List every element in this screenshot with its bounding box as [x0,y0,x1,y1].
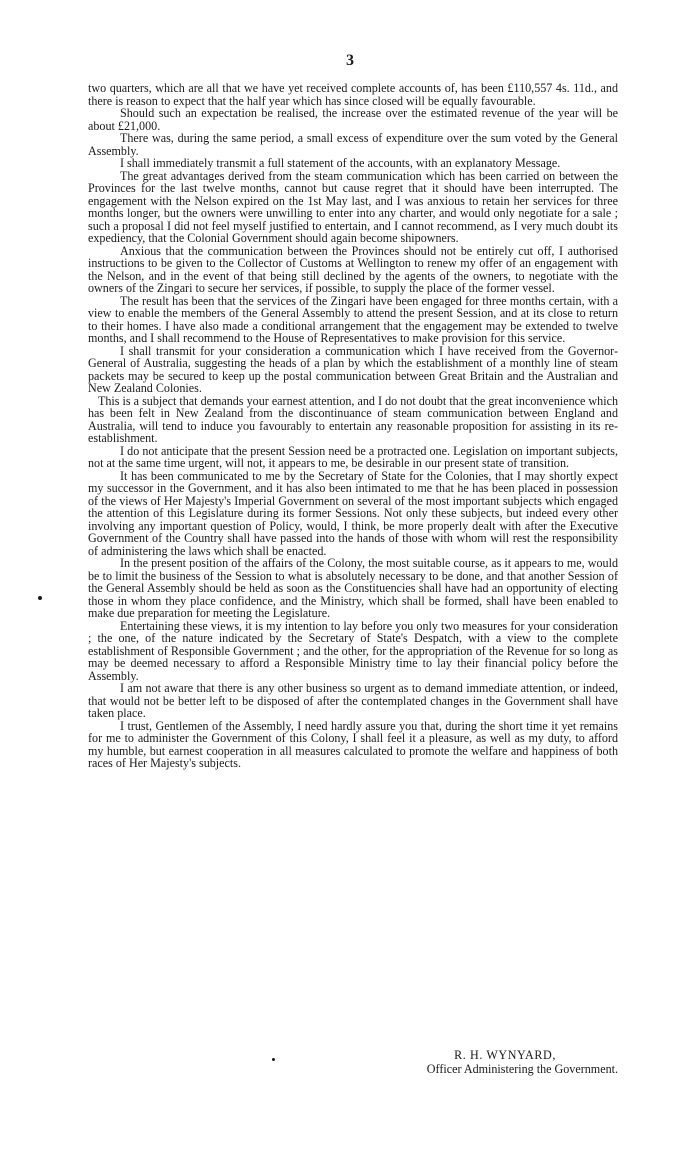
paragraph: This is a subject that demands your earnest attention, and I do not doubt that the great inconvenience which has been felt in New Zealand from the discontinuance of steam communication between England and Australia, will tend to induce you favourably to entertain any reasonable proposition for assisting in its re-establishment. [88,393,618,445]
signature-block [88,1048,618,1076]
paragraph: Entertaining these views, it is my intention to lay before you only two measures for your consideration ; the one, of the nature indicated by the Secretary of State's Despatch, with a view to the complete establishment of Responsible Government ; and the other, for the appropriation of the Revenue for so long as may be deemed necessary to afford a Responsible Ministry time to lay their financial policy before the Assembly. [88,618,618,683]
body-text [88,82,618,770]
paragraph: I shall transmit for your consideration a communication which I have received from the Governor-General of Australia, suggesting the heads of a plan by which the establishment of a monthly line of steam packets may be secured to keep up the postal communication between Great Britain and the Australian and New Zealand Colonies. [88,343,618,395]
paragraph: Should such an expectation be realised, the increase over the estimated revenue of the year will be about £21,000. [88,106,618,133]
paragraph: I am not aware that there is any other business so urgent as to demand immediate attention, or indeed, that would not be better left to be disposed of after the contemplated changes in the Government shall have taken place. [88,681,618,720]
paragraph: There was, during the same period, a small excess of expenditure over the sum voted by the General Assembly. [88,131,618,158]
margin-mark [272,1058,275,1061]
paragraph: The result has been that the services of the Zingari have been engaged for three months certain, with a view to enable the members of the General Assembly to attend the present Session, and at its close to return to their homes. I have also made a conditional arrangement that the engagement may be extended to twelve months, and I shall recommend to the House of Representatives to make provision for this service. [88,293,618,345]
paragraph: In the present position of the affairs of the Colony, the most suitable course, as it appears to me, would be to limit the business of the Session to what is absolutely necessary to be done, and that another Session of the General Assembly should be held as soon as the Constituencies shall have had an opportunity of electing those in whom they place confidence, and the Ministry, which shall be formed, shall have been enabled to make due preparation for meeting the Legislature. [88,556,618,620]
paragraph: I trust, Gentlemen of the Assembly, I need hardly assure you that, during the short time it yet remains for me to administer the Government of this Colony, I shall feel it a pleasure, as well as my duty, to afford my humble, but earnest cooperation in all measures calculated to promote the welfare and happiness of both races of Her Majesty's subjects. [88,718,618,770]
margin-mark [38,596,42,600]
signatory-name: R. H. WYNYARD, [454,1048,556,1062]
paragraph: I shall immediately transmit a full statement of the accounts, with an explanatory Message. [120,156,561,170]
paragraph: Anxious that the communication between the Provinces should not be entirely cut off, I authorised instructions to be given to the Collector of Customs at Wellington to renew my offer of an engagement with the Nelson, and in the event of that being still declined by the agents of the owners, to negotiate with the owners of the Zingari to secure her services, if possible, to supply the place of the former vessel. [88,243,618,295]
paragraph: The great advantages derived from the steam communication which has been carried on between the Provinces for the last twelve months, cannot but cause regret that it should have been interrupted. The engagement with the Nelson expired on the 1st May last, and I was anxious to retain her services for three months longer, but the owners were unwilling to enter into any charter, and would only negotiate for a sale ; such a proposal I did not feel myself justified to entertain, and I cannot recommend, as I very much doubt its expediency, that the Colonial Government should again become shipowners. [88,168,618,245]
paragraph: I do not anticipate that the present Session need be a protracted one. Legislation on important subjects, not at the same time urgent, will not, it appears to me, be desirable in our present state of transition. [88,443,618,470]
paragraph: two quarters, which are all that we have yet received complete accounts of, has been £110,557 4s. 11d., and there is reason to expect that the half year which has since closed will be equally favourable. [88,81,618,108]
page-number: 3 [346,52,354,69]
signatory-title: Officer Administering the Government. [426,1062,618,1076]
paragraph: It has been communicated to me by the Secretary of State for the Colonies, that I may shortly expect my successor in the Government, and it has also been intimated to me that he has been placed in possession of the views of Her Majesty's Imperial Government on several of the most important subjects which engaged the attention of this Legislature during its former Sessions. Not only these subjects, but indeed every other involving any important question of Policy, would, I think, be more properly dealt with after the Executive Government of the Country shall have passed into the hands of those with whom will rest the responsibility of administering the laws which shall be enacted. [88,468,618,558]
